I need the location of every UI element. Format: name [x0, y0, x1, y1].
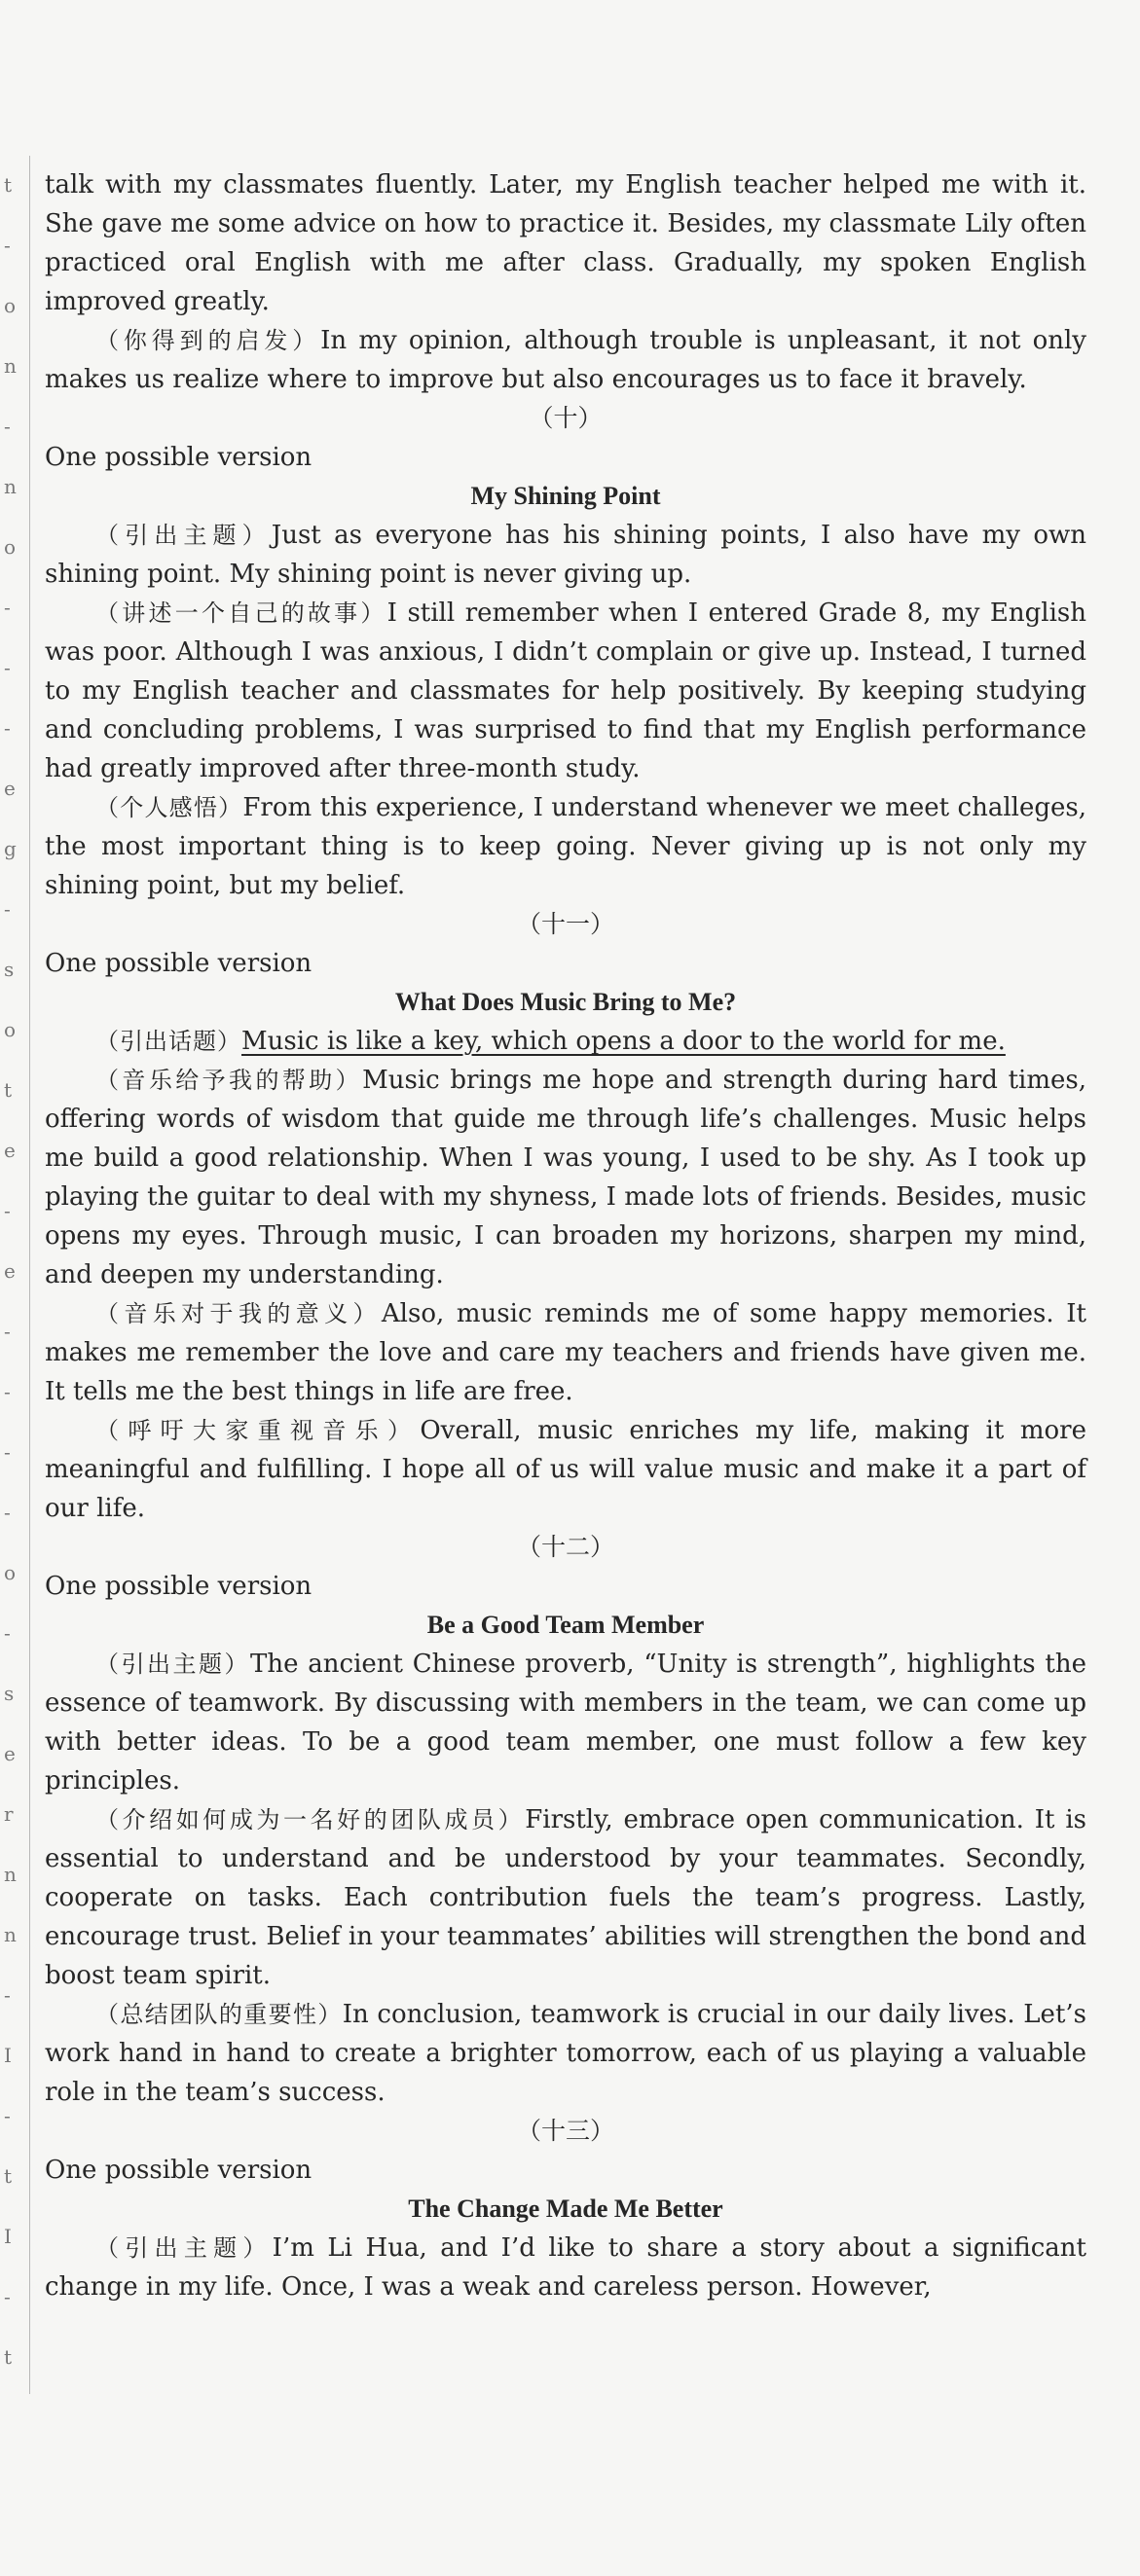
continuation-paragraph-2	[45, 321, 1086, 399]
paragraph-tag: （讲述一个自己的故事）	[95, 599, 387, 627]
paragraph-tag: （音乐对于我的意义）	[95, 1300, 382, 1327]
section-number: （十二）	[516, 1533, 614, 1561]
section-number: （十三）	[516, 2117, 614, 2145]
section-number: （十）	[529, 404, 603, 432]
margin-mark: t	[4, 2164, 13, 2188]
margin-mark: n	[4, 475, 17, 498]
margin-mark: -	[4, 1983, 11, 2007]
margin-mark: n	[4, 1863, 17, 1886]
essay-paragraph	[45, 516, 1086, 594]
paragraph-tag: （音乐给予我的帮助）	[95, 1067, 363, 1094]
answer-document	[45, 165, 1086, 2306]
margin-mark: -	[4, 1320, 11, 1343]
paragraph-text: From this experience, I understand whenever we meet challeges, the most important thing is to keep going. Never giving up is not only my shining point, but my belief.	[45, 793, 1086, 900]
essay-paragraph	[45, 1061, 1086, 1294]
margin-mark: o	[4, 1018, 17, 1041]
essay-paragraph	[45, 1995, 1086, 2112]
margin-mark: I	[4, 2225, 12, 2248]
essay-paragraph	[45, 1800, 1086, 1995]
margin-mark: n	[4, 354, 17, 378]
paragraph-text: I’m Li Hua, and I’d like to share a story about a significant change in my life. Once, I was a weak and careless person. However,	[45, 2233, 1086, 2302]
margin-mark: -	[4, 2104, 11, 2127]
essay-paragraph	[45, 1022, 1086, 1061]
paragraph-text: Music brings me hope and strength during hard times, offering words of wisdom that guide me through life’s challenges. Music helps me build a good relationship. When I was young, I used to be shy. As I took up playing the guitar to deal with my shyness, I made lots of friends. Besides, music opens my eyes. Through music, I can broaden my horizons, sharpen my mind, and deepen my understanding.	[45, 1066, 1087, 1289]
paragraph-tag: （引出主题）	[95, 1651, 251, 1678]
margin-mark: e	[4, 1139, 16, 1162]
essay-paragraph	[45, 2229, 1086, 2306]
essay-title: What Does Music Bring to Me?	[394, 988, 737, 1016]
version-label: One possible version	[45, 2156, 313, 2185]
margin-mark: s	[4, 1682, 15, 1705]
paragraph-text: The ancient Chinese proverb, “Unity is strength”, highlights the essence of teamwork. By discussing with members in the team, we can come up with better ideas. To be a good team member, one must follow a few key principles.	[45, 1650, 1086, 1796]
essay-paragraph	[45, 594, 1086, 788]
underlined-sentence: Music is like a key, which opens a door to the world for me.	[241, 1027, 1006, 1056]
margin-mark: -	[4, 1380, 11, 1403]
essay-title: My Shining Point	[470, 482, 661, 510]
paragraph-tag: （引出主题）	[95, 2234, 273, 2262]
section-number: （十一）	[516, 910, 614, 938]
margin-mark: -	[4, 2285, 11, 2308]
margin-mark: e	[4, 1742, 16, 1765]
margin-mark: n	[4, 1923, 17, 1946]
paragraph-text: Firstly, embrace open communication. It is essential to understand and be understood by your teammates. Secondly, cooperate on tasks. Each contribution fuels the team’s progress. Lastly, encourage trust. Belief in your teammates’ abilities will strengthen the bond and boost team spirit.	[45, 1805, 1086, 1990]
margin-mark: o	[4, 294, 17, 317]
paragraph-text: I still remember when I entered Grade 8, my English was poor. Although I was anxious, I didn’t complain or give up. Instead, I turned to my English teacher and classmates for help positively. By keeping studying and concluding problems, I was surprised to find that my English performance had greatly improved after three-month study.	[45, 599, 1087, 783]
margin-mark: -	[4, 1501, 11, 1524]
paragraph-tag: （个人感悟）	[95, 794, 243, 821]
margin-mark: t	[4, 2345, 13, 2369]
margin-mark: -	[4, 1621, 11, 1645]
paragraph-tag: （引出话题）	[95, 1028, 241, 1055]
paragraph-text: Overall, music enriches my life, making it more meaningful and fulfilling. I hope all of us will value music and make it a part of our life.	[45, 1416, 1086, 1523]
paragraph-tag: （介绍如何成为一名好的团队成员）	[95, 1806, 526, 1833]
margin-mark: -	[4, 656, 11, 679]
paragraph-tag: （呼吁大家重视音乐）	[95, 1417, 421, 1444]
paragraph-text: Also, music reminds me of some happy memories. It makes me remember the love and care my teachers and friends have given me. It tells me the best things in life are free.	[45, 1299, 1086, 1406]
essay-paragraph	[45, 1645, 1086, 1800]
margin-mark: -	[4, 415, 11, 438]
margin-mark: g	[4, 837, 17, 860]
margin-mark: -	[4, 234, 11, 257]
margin-mark: e	[4, 777, 16, 800]
margin-mark: I	[4, 2044, 12, 2067]
margin-mark: -	[4, 716, 11, 740]
version-label: One possible version	[45, 1572, 313, 1601]
margin-mark: t	[4, 1078, 13, 1102]
margin-mark: o	[4, 1561, 17, 1584]
margin-mark: -	[4, 897, 11, 921]
paragraph-tag: （总结团队的重要性）	[95, 2001, 343, 2028]
paragraph-tag: （引出主题）	[95, 522, 272, 549]
margin-mark: -	[4, 596, 11, 619]
version-label: One possible version	[45, 949, 313, 978]
paragraph-text: In conclusion, teamwork is crucial in our daily lives. Let’s work hand in hand to create a brighter tomorrow, each of us playing a valuable role in the team’s success.	[45, 2000, 1086, 2107]
essay-paragraph	[45, 1411, 1086, 1528]
paragraph-text: Just as everyone has his shining points, I also have my own shining point. My shining point is never giving up.	[45, 521, 1086, 589]
margin-mark: e	[4, 1259, 16, 1283]
essay-paragraph	[45, 788, 1086, 905]
essay-title: The Change Made Me Better	[408, 2195, 723, 2223]
margin-mark: s	[4, 958, 15, 981]
paragraph-text: In my opinion, although trouble is unpleasant, it not only makes us realize where to improve but also encourages us to face it bravely.	[45, 326, 1087, 394]
margin-mark: -	[4, 1440, 11, 1464]
continuation-paragraph: talk with my classmates fluently. Later, my English teacher helped me with it. She gave me some advice on how to practice it. Besides, my classmate Lily often practiced oral English with me after class. Gradually, my spoken English improved greatly.	[45, 170, 1086, 316]
margin-mark: o	[4, 535, 17, 559]
paragraph-tag: （你得到的启发）	[95, 327, 321, 354]
margin-mark: t	[4, 173, 13, 197]
version-label: One possible version	[45, 443, 313, 472]
margin-mark: -	[4, 1199, 11, 1222]
essay-paragraph	[45, 1294, 1086, 1411]
essay-title: Be a Good Team Member	[426, 1611, 705, 1639]
margin-mark: r	[4, 1802, 14, 1826]
